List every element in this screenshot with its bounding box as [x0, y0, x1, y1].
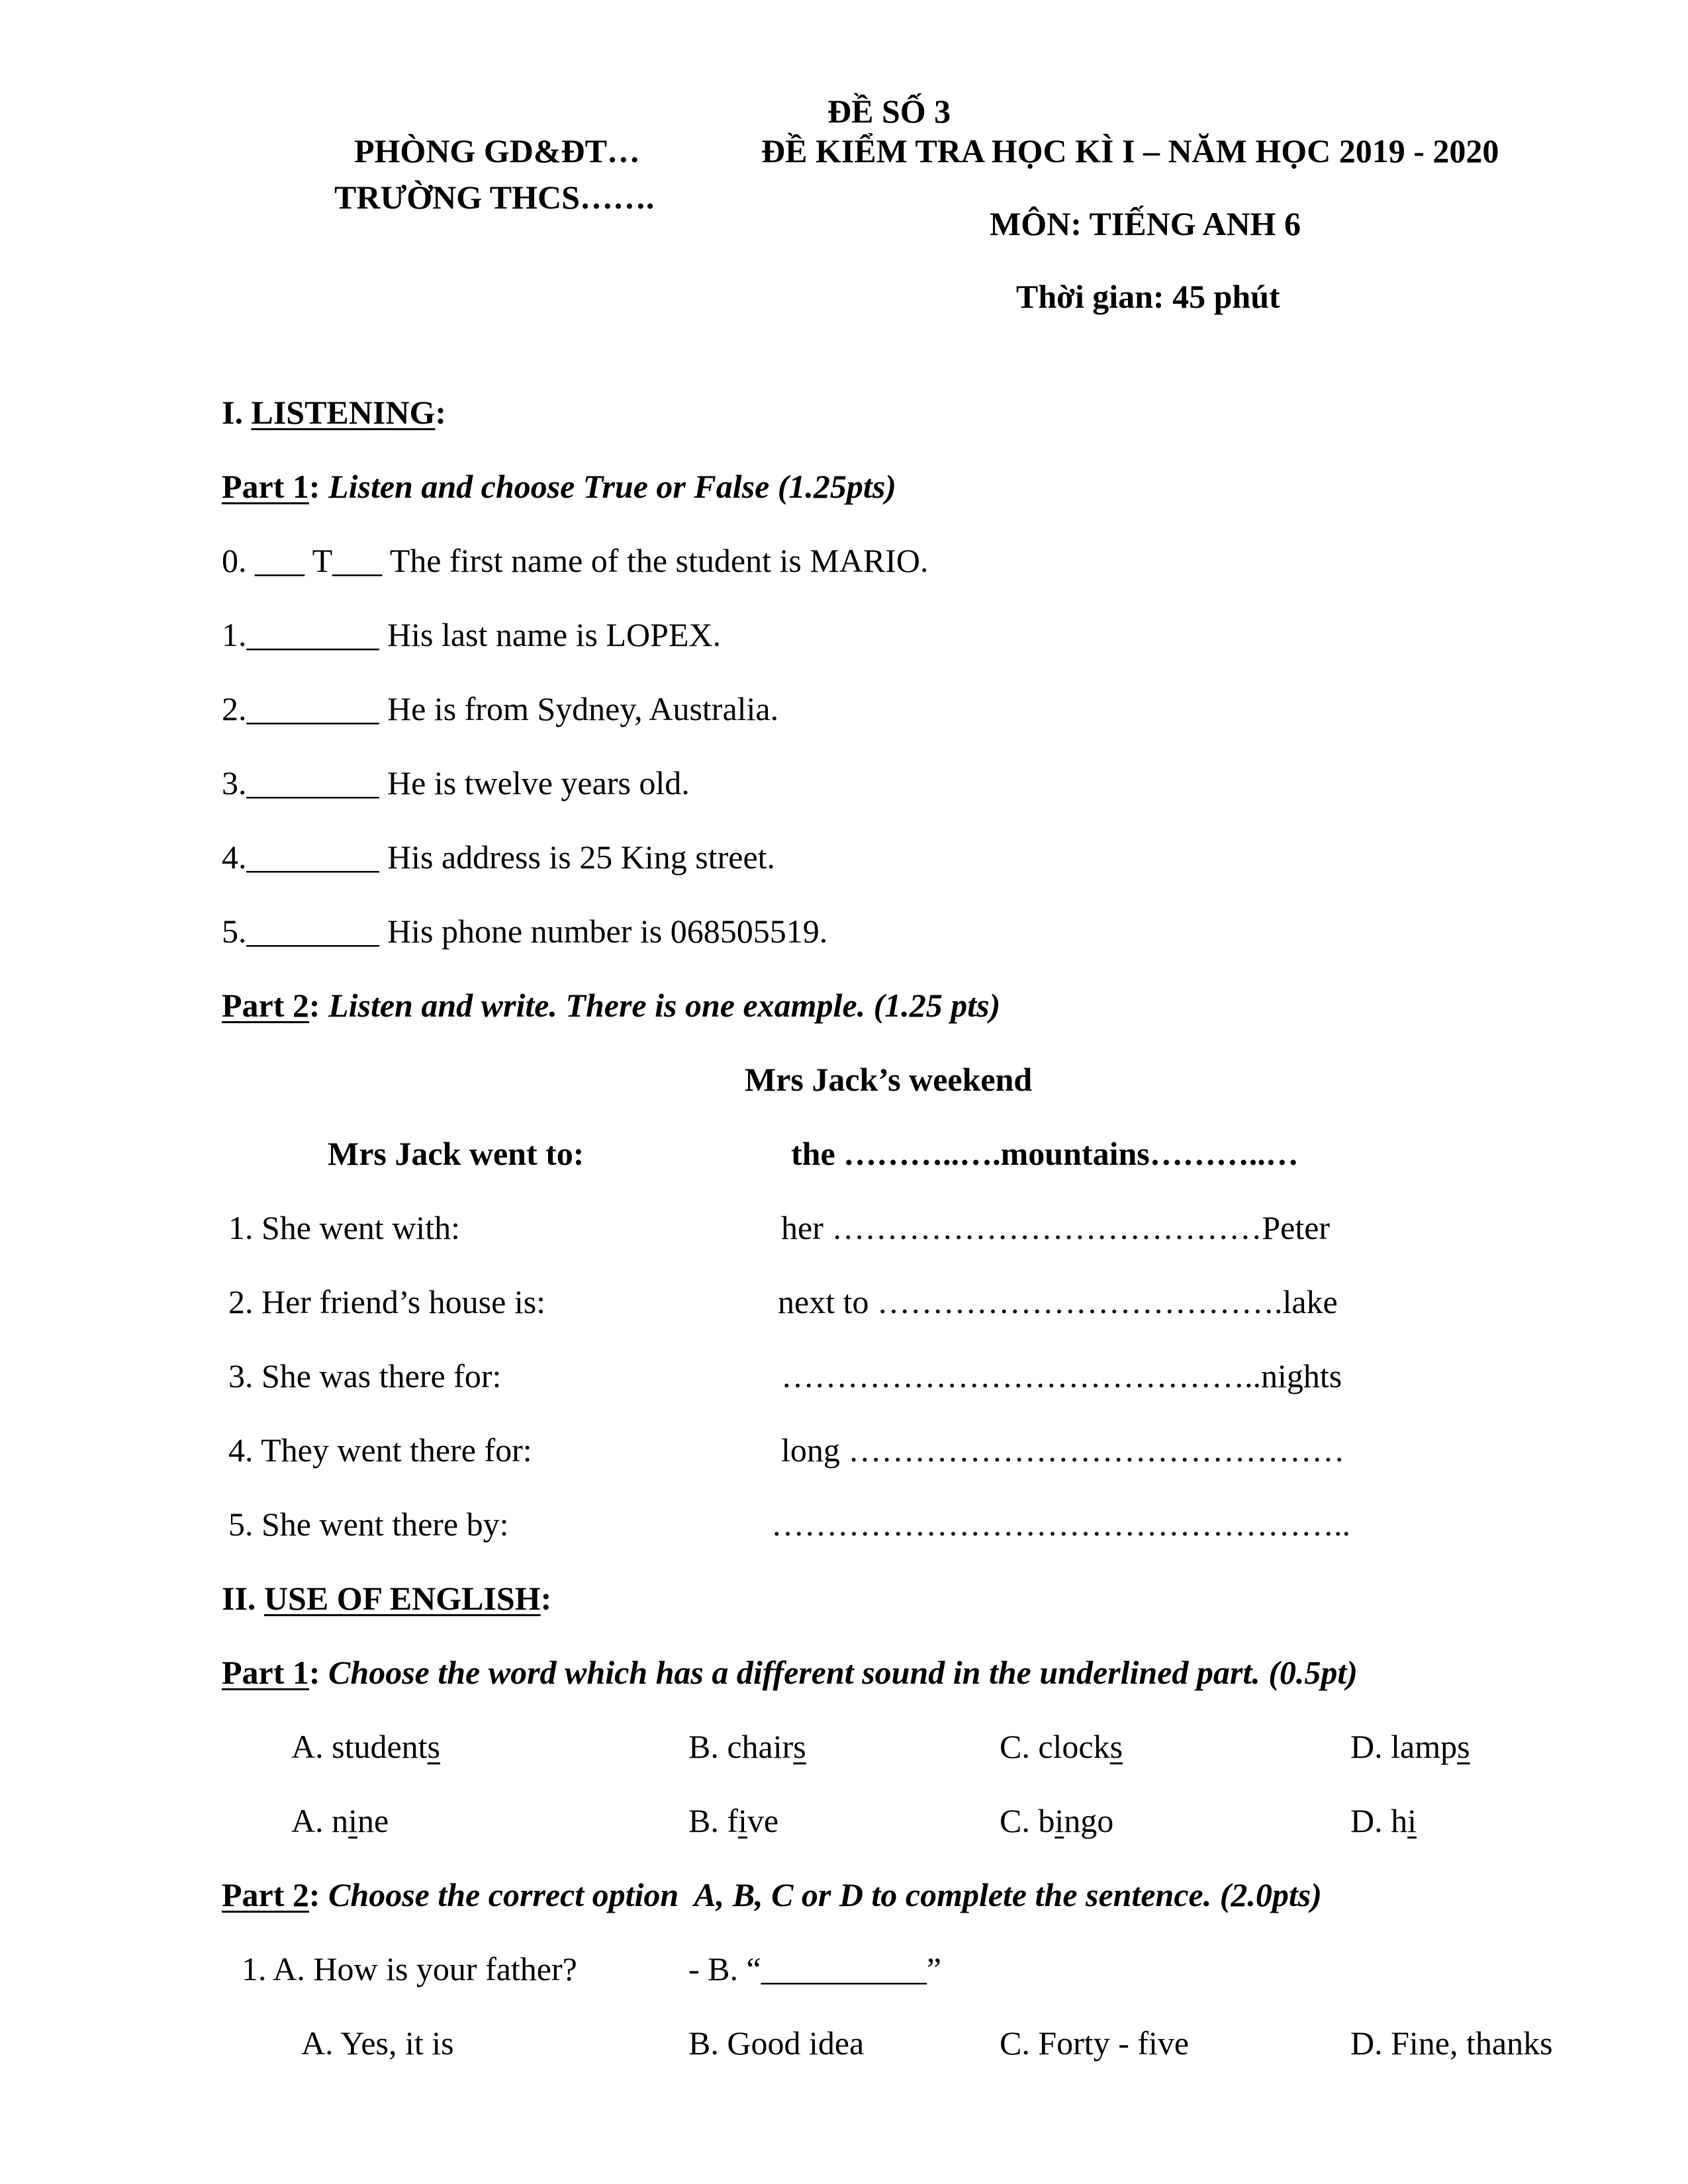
option-text: B. f	[688, 1802, 738, 1839]
underlined-letter: s	[427, 1728, 441, 1765]
list-item: 4.________ His address is 25 King street.	[222, 839, 776, 876]
question-text: 1. A. How is your father?	[242, 1950, 577, 1987]
option-b	[688, 1730, 806, 1763]
option-d: D. Fine, thanks	[1350, 2025, 1553, 2062]
option-d	[1350, 1804, 1417, 1837]
underlined-letter: i	[1055, 1802, 1064, 1839]
table-row-prompt: 4. They went there for:	[228, 1432, 532, 1469]
exam-title: ĐỀ KIỂM TRA HỌC KÌ I – NĂM HỌC 2019 - 2020	[761, 132, 1499, 169]
underlined-letter: s	[1109, 1728, 1123, 1765]
table-row-prompt: 3. She was there for:	[228, 1357, 502, 1394]
part-colon: :	[308, 987, 329, 1024]
section-title: USE OF ENGLISH	[263, 1580, 541, 1617]
underlined-letter: i	[1407, 1802, 1417, 1839]
option-b	[688, 1804, 778, 1837]
option-d	[1350, 1730, 1470, 1763]
part-label: Part 1	[222, 468, 309, 505]
option-a	[291, 1730, 440, 1763]
school-name: TRƯỜNG THCS…….	[334, 179, 655, 216]
underlined-letter: i	[348, 1802, 358, 1839]
list-item: 1.________ His last name is LOPEX.	[222, 616, 722, 653]
question-response: - B. “__________”	[688, 1950, 941, 1987]
list-item: 5.________ His phone number is 068505519.	[222, 913, 828, 950]
underlined-letter: s	[1457, 1728, 1470, 1765]
underlined-letter: i	[738, 1802, 747, 1839]
use-part1-heading	[222, 1656, 1358, 1689]
option-text: A. n	[291, 1802, 349, 1839]
part-label: Part 2	[222, 987, 309, 1024]
table-row-answer: ……………………………………..nights	[781, 1357, 1342, 1394]
story-title: Mrs Jack’s weekend	[745, 1061, 1033, 1098]
time-limit: Thời gian: 45 phút	[1016, 278, 1280, 315]
part-label: Part 1	[222, 1654, 309, 1691]
option-text: C. b	[1000, 1802, 1055, 1839]
table-row-answer: long ………………………………………	[781, 1432, 1345, 1469]
table-row-answer: next to ……………………………….lake	[778, 1283, 1338, 1320]
subject-title: MÔN: TIẾNG ANH 6	[990, 205, 1301, 242]
use-part2-heading	[222, 1878, 1322, 1911]
section-colon: :	[435, 394, 447, 431]
part-label: Part 2	[222, 1876, 309, 1913]
option-a: A. Yes, it is	[301, 2025, 454, 2062]
option-c	[1000, 1730, 1123, 1763]
option-c	[1000, 1804, 1113, 1837]
section-numeral: II.	[222, 1580, 264, 1617]
part-colon: :	[308, 1654, 329, 1691]
exam-number: ĐỀ SỐ 3	[827, 93, 951, 130]
table-row-answer: her …………………………………Peter	[781, 1209, 1331, 1246]
listening-part2-heading	[222, 989, 1000, 1022]
list-item: 0. ___ T___ The first name of the student is MARIO.	[222, 542, 929, 579]
option-text: ngo	[1064, 1802, 1114, 1839]
section-colon: :	[540, 1580, 552, 1617]
option-text: ne	[357, 1802, 389, 1839]
section-title: LISTENING	[251, 394, 436, 431]
part-colon: :	[308, 468, 329, 505]
option-text: C. clock	[1000, 1728, 1110, 1765]
option-text: A. student	[291, 1728, 428, 1765]
list-item: 3.________ He is twelve years old.	[222, 764, 690, 801]
underlined-letter: s	[793, 1728, 806, 1765]
option-text: ve	[747, 1802, 779, 1839]
section-heading-use-of-english	[222, 1582, 551, 1615]
option-text: D. lamp	[1350, 1728, 1458, 1765]
list-item: 2.________ He is from Sydney, Australia.	[222, 690, 779, 727]
example-answer: the ………..….mountains………..…	[791, 1135, 1299, 1172]
part-instruction: Listen and choose True or False (1.25pts)	[328, 468, 896, 505]
listening-part1-heading	[222, 470, 896, 503]
part-instruction: Choose the word which has a different sound in the underlined part. (0.5pt)	[328, 1654, 1358, 1691]
section-heading-listening	[222, 396, 446, 429]
table-row-answer: ……………………………………………..	[771, 1506, 1350, 1543]
department-name: PHÒNG GD&ĐT…	[354, 132, 640, 169]
table-row-prompt: 2. Her friend’s house is:	[228, 1283, 546, 1320]
table-row-prompt: 5. She went there by:	[228, 1506, 509, 1543]
part-instruction: Listen and write. There is one example. (1.25 pts)	[328, 987, 1001, 1024]
option-c: C. Forty - five	[1000, 2025, 1190, 2062]
option-text: D. h	[1350, 1802, 1408, 1839]
option-a	[291, 1804, 389, 1837]
section-numeral: I.	[222, 394, 252, 431]
example-prompt: Mrs Jack went to:	[328, 1135, 585, 1172]
table-row-prompt: 1. She went with:	[228, 1209, 460, 1246]
part-colon: :	[308, 1876, 329, 1913]
option-text: B. chair	[688, 1728, 794, 1765]
option-b: B. Good idea	[688, 2025, 865, 2062]
part-instruction: Choose the correct option A, B, C or D to complete the sentence. (2.0pts)	[328, 1876, 1322, 1913]
